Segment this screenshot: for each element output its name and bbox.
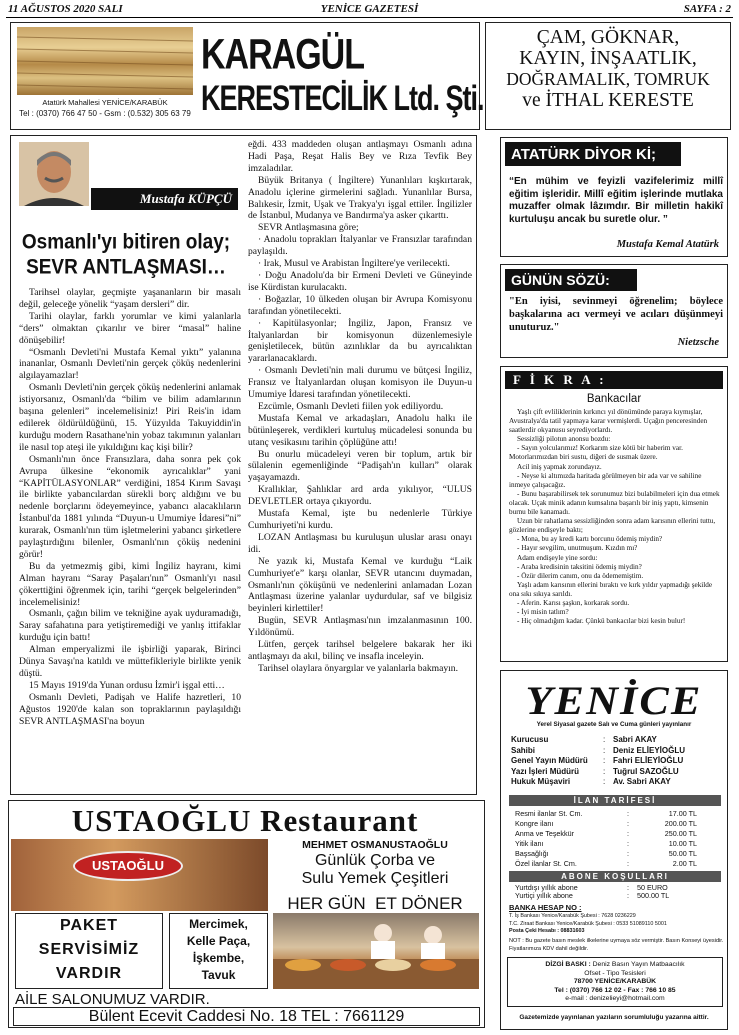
ad-rate-price: 2.00 TL: [672, 859, 697, 868]
quote-of-day-box: [500, 264, 728, 358]
staff-person: Sabri AKAY: [613, 735, 657, 744]
joke-line: - Neyse ki altımızda haritada görülmeyen bir ada var ve sahiline inmeye çalışacağız.: [509, 471, 702, 489]
joke-line: Sessizliği pilotun anonsu bozdu:: [517, 435, 611, 444]
karagul-phone: Tel : (0370) 766 47 50 - Gsm : (0.532) 305 63 79: [19, 109, 191, 118]
menu-item: Mercimek,: [189, 917, 248, 931]
staff-row: Sahibi : Deniz ELİEYİOĞLU: [511, 745, 686, 755]
staff-role: Genel Yayın Müdürü: [511, 756, 588, 766]
joke-line: - Hiç olmadığım kadar. Çünkü bankacılar bizi kesin bulur!: [517, 617, 686, 626]
doner-line: HER GÜN ET DÖNER: [287, 894, 463, 913]
bank-line: T.C. Ziraat Bankası Yenice/Karabük Şubesi : 0533 51089110 5001: [509, 920, 667, 927]
staff-list: [511, 735, 721, 788]
timber-types-advert: [485, 22, 731, 130]
staff-row: Hukuk Müşaviri : Av. Sabri AKAY: [511, 777, 671, 787]
subscription-price: 500.00 TL: [637, 891, 670, 900]
joke-title: Bankacılar: [586, 393, 642, 405]
subscription-price: 50 EURO: [637, 883, 668, 892]
timber-line-1: ÇAM, GÖKNAR,: [536, 27, 680, 48]
restaurant-photo: [11, 839, 268, 911]
staff-row: Genel Yayın Müdürü : Fahri ELİEYİOĞLU: [511, 756, 684, 766]
timber-line-3: DOĞRAMALIK, TOMRUK: [506, 69, 710, 89]
karagul-company-type: KERESTECİLİK Ltd. Şti.: [201, 79, 484, 118]
karagul-advert: [10, 22, 484, 130]
page-header: [6, 0, 733, 18]
header-date: 11 AĞUSTOS 2020 SALI: [8, 3, 123, 15]
staff-person: Fahri ELİEYİOĞLU: [613, 756, 684, 766]
print-info: [507, 957, 723, 1007]
staff-row: Kurucusu : Sabri AKAY: [511, 735, 657, 744]
quote-of-day-heading: GÜNÜN SÖZÜ:: [505, 269, 637, 291]
joke-line: - Araba kredisinin taksitini ödemiş miydin?: [517, 562, 642, 571]
masthead-subtitle: Yerel Siyasal gazete Salı ve Cuma günleri yayınlanır: [536, 721, 692, 728]
delivery-line: VARDIR: [55, 965, 123, 982]
joke-line: - Aferin. Karısı şaşkın, korkarak sordu.: [517, 598, 630, 607]
staff-role: Yazı İşleri Müdürü: [511, 766, 580, 776]
subscription-heading: ABONE KOŞULLARI: [509, 871, 721, 882]
ad-rate-label: Kongre ilanı: [515, 819, 554, 828]
staff-role: Sahibi: [511, 745, 536, 755]
article-paragraph: Alman emperyalizmi ile işbirliği yaparak, Birinci Dünya Savaşı'na katıldı ve müttefikleriyle birlikte yenik düştü.: [19, 644, 241, 679]
article-paragraph: “Osmanlı Devleti'ni Mustafa Kemal yıktı” yalanına inananlar, Osmanlı Devleti'nin gerçek çöküş nedenlerini algılayamazlar!: [19, 346, 241, 382]
food-display-icon: [273, 913, 479, 989]
ad-rate-price: 200.00 TL: [664, 819, 697, 828]
subscription-row: Yurtdışı yıllık abone : 50 EURO: [515, 883, 668, 892]
subscription-label: Yurtiçi yıllık abone: [515, 891, 573, 900]
joke-line: Acil iniş yapmak zorundayız.: [517, 462, 602, 471]
subscription-label: Yurtdışı yıllık abone: [515, 883, 578, 892]
bank-accounts: [509, 913, 725, 936]
ad-rate-row: Özel ilanlar St. Cm. : 2.00 TL: [515, 859, 697, 868]
author-name: Mustafa KÜPÇÜ: [91, 188, 238, 210]
print-phone: Tel : (0370) 766 12 02 - Fax : 766 10 85: [554, 986, 676, 994]
article-column-2: [240, 135, 477, 795]
print-company: Deniz Basın Yayın Matbaacılık: [592, 961, 685, 968]
menu-item: İşkembe,: [192, 951, 245, 965]
joke-heading: F İ K R A :: [505, 371, 723, 389]
staff-person: Av. Sabri AKAY: [613, 777, 671, 787]
article-paragraph: Tarihi olaylar, farklı yorumlar ve kimi yalanlarla “ders” olmaktan çıkarılır ve birer “masal” haline dönüşebilir!: [19, 310, 241, 346]
article-paragraph: · Irak, Musul ve Arabistan İngiltere'ye verilecekti.: [258, 258, 450, 270]
stew-line: Sulu Yemek Çeşitleri: [301, 870, 449, 887]
family-hall-line: AİLE SALONUMUZ VARDIR.: [15, 991, 210, 1008]
lumber-photo: [17, 27, 193, 95]
article-paragraph: SEVR Antlaşmasına göre;: [258, 222, 359, 234]
timber-line-4: ve İTHAL KERESTE: [522, 90, 694, 111]
joke-line: Yaşlı adam karısının ellerini bıraktı ve kırk yıldır yapmadığı şekilde ona sıkı sıkıya sarıldı.: [509, 580, 713, 598]
karagul-name: KARAGÜL: [201, 31, 364, 79]
article-paragraph: · Boğazlar, 10 ülkeden oluşan bir Avrupa Komisyonu tarafından yönetilecekti.: [248, 293, 472, 317]
restaurant-sign: USTAOĞLU: [73, 851, 183, 881]
menu-item: Tavuk: [201, 968, 236, 982]
joke-line: - Mona, bu ay kredi kartı borcunu ödemiş miydin?: [517, 535, 663, 544]
article-paragraph: Mustafa Kemal, işte bu nedenlerle Türkiye Cumhuriyeti'ni kurdu.: [248, 508, 472, 531]
soup-line: Günlük Çorba ve: [314, 852, 436, 869]
ad-rate-label: Başsağlığı: [515, 849, 549, 858]
article-paragraph: · Doğu Anadolu'da bir Ermeni Devleti ve Güneyinde ise Kürdistan kurulacaktı.: [248, 269, 472, 293]
restaurant-address: Bülent Ecevit Caddesi No. 18 TEL : 7661129: [13, 1007, 480, 1026]
press-note: NOT : Bu gazete basın meslek ilkelerine uymaya söz vermiştir. Basın Konseyi üyesidir. Fiyatlarımıza KDV dahil değildir.: [509, 938, 724, 952]
lumber-stack-icon: [17, 27, 193, 95]
bank-heading: BANKA HESAP NO :: [509, 903, 582, 912]
ustaoglu-restaurant-advert: [8, 800, 485, 1028]
timber-line-2: KAYIN, İNŞAATLIK,: [519, 48, 697, 69]
joke-line: Yaşlı çift evliliklerinin kırkıncı yıl dönümünde paraya kıymışlar, Avustralya'da tatil yapmaya karar vermişlerdi. Uçağın penceresinden saatlerdir okyanusu seyrediyorlardı.: [509, 408, 708, 435]
article-paragraph: Bu onurlu mücadeleyi veren bir toplum, artık bir sülalenin egemenliğinde “Padişah'ın kulları” olarak yaşayamazdı.: [248, 448, 472, 484]
print-facility: Ofset - Tipo Tesisleri: [584, 969, 646, 977]
joke-line: - Bunu başarabilirsek tek sorunumuz bizi bulabilmeleri için dua etmek olacak. Uçak minik adanın kumsalına başarılı bir iniş yaptı, kimsenin burnu bile kanamadı.: [509, 489, 720, 517]
quote-of-day-text: "En iyisi, sevinmeyi öğrenelim; böylece başkalarına acı vermeyi ve acıları düşünmeyi unuturuz.": [509, 296, 723, 333]
article-paragraph: Osmanlı'nın önce Fransızlara, daha sonra pek çok Avrupa ülkesine “ekonomik ayrıcalıklar” yani “KAPİTÜLASYONLAR” verdiğini, 1854 Kırım Savaşı ile birlikte yabancılardan sürekli borç aldığını ve bu nedenle borçlarını ödeyemeyince, yabancı alacaklıların İstanbul'da 1881 yılında “Duyun-u Umumiye İdaresi”ni” kurarak, Osmanlı'nın tüm işletmelerini yabancı şirketlere paylaştırdığını bilenler, Osmanlı'nın çöküş nedenini görür!: [19, 453, 241, 560]
joke-line: Uzun bir rahatlama sessizliğinden sonra adam karısının ellerini tuttu, gözlerine endişeyle baktı;: [509, 517, 716, 535]
article-title-line-2: SEVR ANTLAŞMASI…: [26, 255, 226, 279]
ad-rate-price: 10.00 TL: [668, 839, 697, 848]
ad-rate-row: Yitik ilanı : 10.00 TL: [515, 839, 697, 848]
joke-line: - Sayın yolcularımız! Korkarım size kötü bir haberim var. Motorlarımızdan biri sustu, diğeri de susmak üzere.: [509, 444, 683, 462]
article-paragraph: Tarihsel olaylara önyargılar ve yalanlarla bakmayın.: [258, 662, 459, 674]
joke-line: - İyi misin tatlım?: [517, 608, 569, 617]
responsibility-note: Gazetemizde yayınlanan yazıların sorumluluğu yazarına aittir.: [519, 1014, 709, 1021]
article-title-line-1: Osmanlı'yı bitiren olay;: [21, 230, 231, 254]
joke-box: [500, 366, 728, 662]
quote-of-day-attribution: Nietzsche: [677, 337, 719, 348]
bank-line: Posta Çeki Hesabı : 08831603: [509, 928, 585, 935]
ad-rates-table: [515, 809, 715, 869]
article-paragraph: Ezcümle, Osmanlı Devleti fiilen yok ediliyordu.: [258, 400, 444, 412]
article-paragraph: LOZAN Antlaşması bu kuruluşun uluslar arası onayı idi.: [248, 531, 472, 555]
ataturk-heading: ATATÜRK DİYOR Kİ;: [505, 142, 681, 166]
article-paragraph: Büyük Britanya ( İngiltere) Yunanlıları kışkırtarak, Anadolu içlerine girmelerini sağladı. Yunanlılar Bursa, Balıkesir, İzmit, Uşak ve Trakya'yı işgal ettiler. İngilizler de İstanbul, Mudanya ve Bandırma'ya asker çıkarttı.: [248, 174, 472, 222]
article-paragraph: 15 Mayıs 1919'da Yunan ordusu İzmir'i işgal etti…: [29, 679, 225, 691]
article-paragraph: Bu da yetmezmiş gibi, kimi İngiliz hayranı, kimi Alman hayranı “Saray Paşaları'nın” Osmanlı'yı nasıl çökerttiğini öğrenmek için, tarihi “gerçek belgelerinden” incelemelisiniz!: [19, 560, 241, 608]
article-paragraph: Bugün, SEVR Antlaşması'nın imzalanmasının 100. Yıldönümü.: [248, 615, 472, 639]
header-page-number: SAYFA : 2: [683, 3, 731, 15]
article-column-1: [10, 135, 240, 795]
food-photo: [273, 913, 479, 989]
ataturk-attribution: Mustafa Kemal Atatürk: [616, 239, 719, 250]
staff-row: Yazı İşleri Müdürü : Tuğrul SAZOĞLU: [511, 766, 679, 776]
header-paper-name: YENİCE GAZETESİ: [320, 3, 419, 15]
print-info-text: [508, 961, 722, 1004]
author-photo: [19, 142, 89, 206]
delivery-line: SERVİSİMİZ: [38, 941, 140, 958]
ataturk-quote-box: [500, 137, 728, 257]
ad-rate-row: Başsağlığı : 50.00 TL: [515, 849, 697, 858]
ataturk-quote: “En mühim ve feyizli vazifelerimiz millî eğitim işleridir. Millî eğitim işlerinde mutlaka muzaffer olmak lâzımdır. Bir milletin hakikî kurtuluşu ancak bu suretle olur. ”: [509, 176, 723, 225]
article-paragraph: · Anadolu toprakları İtalyanlar ve Fransızlar tarafından paylaşıldı.: [248, 234, 472, 258]
staff-role: Kurucusu: [511, 735, 549, 744]
article-paragraph: Krallıklar, Şahlıklar ard arda yıkılıyor, “ULUS DEVLETLER ortaya çıkıyordu.: [248, 484, 472, 508]
article-paragraph: Ne yazık ki, Mustafa Kemal ve kurduğu “Laik Cumhuriyet'e” karşı olanlar, SEVR utancını duymadan, Osmanlı'nın çöküşünü ve nedenlerini anlamadan Lozan Antlaşması üzerine yalanlar uydurdular, saf ve bilgisiz beyinleri kirlettiler!: [248, 555, 472, 615]
masthead-name: YENİCE: [525, 678, 703, 723]
ad-rate-row: Anma ve Teşekkür : 250.00 TL: [515, 829, 697, 838]
ad-rate-row: Resmi ilanlar St. Cm. : 17.00 TL: [515, 809, 697, 818]
article-paragraph: Osmanlı Devleti, Padişah ve Halife hazretleri, 10 Ağustos 1920'de kalan son topraklarının paylaşıldığı SEVR ANTLAŞMASI'na boyun: [19, 691, 241, 727]
ad-rate-label: Özel ilanlar St. Cm.: [515, 859, 577, 868]
article-paragraph: Osmanlı Devleti'nin gerçek çöküş nedenlerini anlamak istiyorsanız, Osmanlı'da “bilim ve bilim adamlarının başına gelenleri” incelemelisiniz! Piri Reis'in idam edilerek öldürüldüğünü, 15. Yüzyılda Takuyiddin'in kurduğu modern Rasathane'nin yobaz takımının yalanları ile nasıl top ateşi ile yıkıldığını kaç kişi bilir?: [19, 382, 241, 453]
karagul-address: Atatürk Mahallesi YENİCE/KARABÜK: [42, 98, 168, 107]
menu-items-box: [169, 913, 268, 989]
article-paragraph: Lütfen, gerçek tarihsel belgelere bakarak her iki antlaşmayı da akıl, bilinç ve insafla inceleyin.: [248, 639, 472, 662]
subscription-row: Yurtiçi yıllık abone : 500.00 TL: [515, 891, 670, 900]
print-address: 78700 YENİCE/KARABÜK: [573, 978, 657, 986]
ad-rate-row: Kongre ilanı : 200.00 TL: [515, 819, 697, 828]
ad-rate-price: 50.00 TL: [668, 849, 697, 858]
delivery-service-badge: [15, 913, 163, 989]
ad-rate-label: Resmi ilanlar St. Cm.: [515, 809, 583, 818]
article-paragraph: · Osmanlı Devleti'nin mali durumu ve bütçesi İngiliz, Fransız ve İtalyanlardan oluşan komisyon ile Duyun-u Umumiye İdaresi tarafından yönetilecekti.: [248, 365, 472, 401]
article-paragraph: Tarihsel olaylar, geçmişte yaşananların bir masalı değil, geleceğe yönelik “yaşam dersleri” dir.: [19, 287, 241, 310]
joke-body: [509, 408, 723, 626]
restaurant-name: USTAOĞLU Restaurant: [71, 803, 419, 838]
author-portrait-icon: [19, 142, 89, 206]
article-paragraph: Mustafa Kemal ve arkadaşları, Anadolu halkı ile bütünleşerek, verdikleri kurtuluş mücadelesi sonunda bu utanç vesikasını tarihin çöplüğüne attı!: [248, 412, 472, 448]
masthead-box: [500, 670, 728, 1030]
ad-rates-heading: İLAN TARİFESİ: [509, 795, 721, 806]
delivery-line: PAKET: [59, 917, 119, 934]
joke-line: - Özür dilerim canım, onu da ödememiştim.: [517, 571, 644, 580]
article-paragraph: · Kapitülasyonlar; İngiliz, Japon, Fransız ve İtalyanlardan bir komisyonun düzenlemesiyle genişletilecek, bütün azınlıklar da bu ayrıcalıktan yararlanacaklardı.: [248, 317, 472, 365]
staff-person: Deniz ELİEYİOĞLU: [613, 745, 686, 755]
ad-rate-price: 17.00 TL: [668, 809, 697, 818]
restaurant-owner: MEHMET OSMANUSTAOĞLU: [302, 839, 448, 851]
staff-role: Hukuk Müşaviri: [511, 777, 571, 787]
ad-rate-price: 250.00 TL: [664, 829, 697, 838]
print-label: DİZGİ BASKI :: [545, 961, 591, 968]
article-paragraph: eğdi. 433 maddeden oluşan antlaşmayı Osmanlı adına Hadi Paşa, Reşat Halis Bey ve Rıza Tevfik Bey imzaladılar.: [248, 139, 472, 174]
subscription-table: [515, 884, 715, 900]
bank-line: T. İş Bankası Yenice/Karabük Şubesi : 7628 0236229: [509, 913, 636, 919]
ad-rate-label: Yitik ilanı: [515, 839, 544, 848]
staff-person: Tuğrul SAZOĞLU: [613, 766, 679, 776]
joke-line: - Hayır sevgilim, unutmuşum. Kızdın mı?: [517, 544, 638, 553]
menu-item: Kelle Paça,: [186, 934, 251, 948]
ad-rate-label: Anma ve Teşekkür: [515, 829, 574, 838]
article-body-1: [19, 287, 241, 728]
joke-line: Adam endişeyle yine sordu:: [517, 553, 598, 562]
article-paragraph: Osmanlı, çağın bilim ve tekniğine ayak uyduramadığı, Saray safahatına para yetiştiremediği ve yanlış ittifaklar kurduğu için battı!: [19, 608, 241, 644]
print-email: e-mail : denizelieyi@hotmail.com: [565, 995, 665, 1003]
